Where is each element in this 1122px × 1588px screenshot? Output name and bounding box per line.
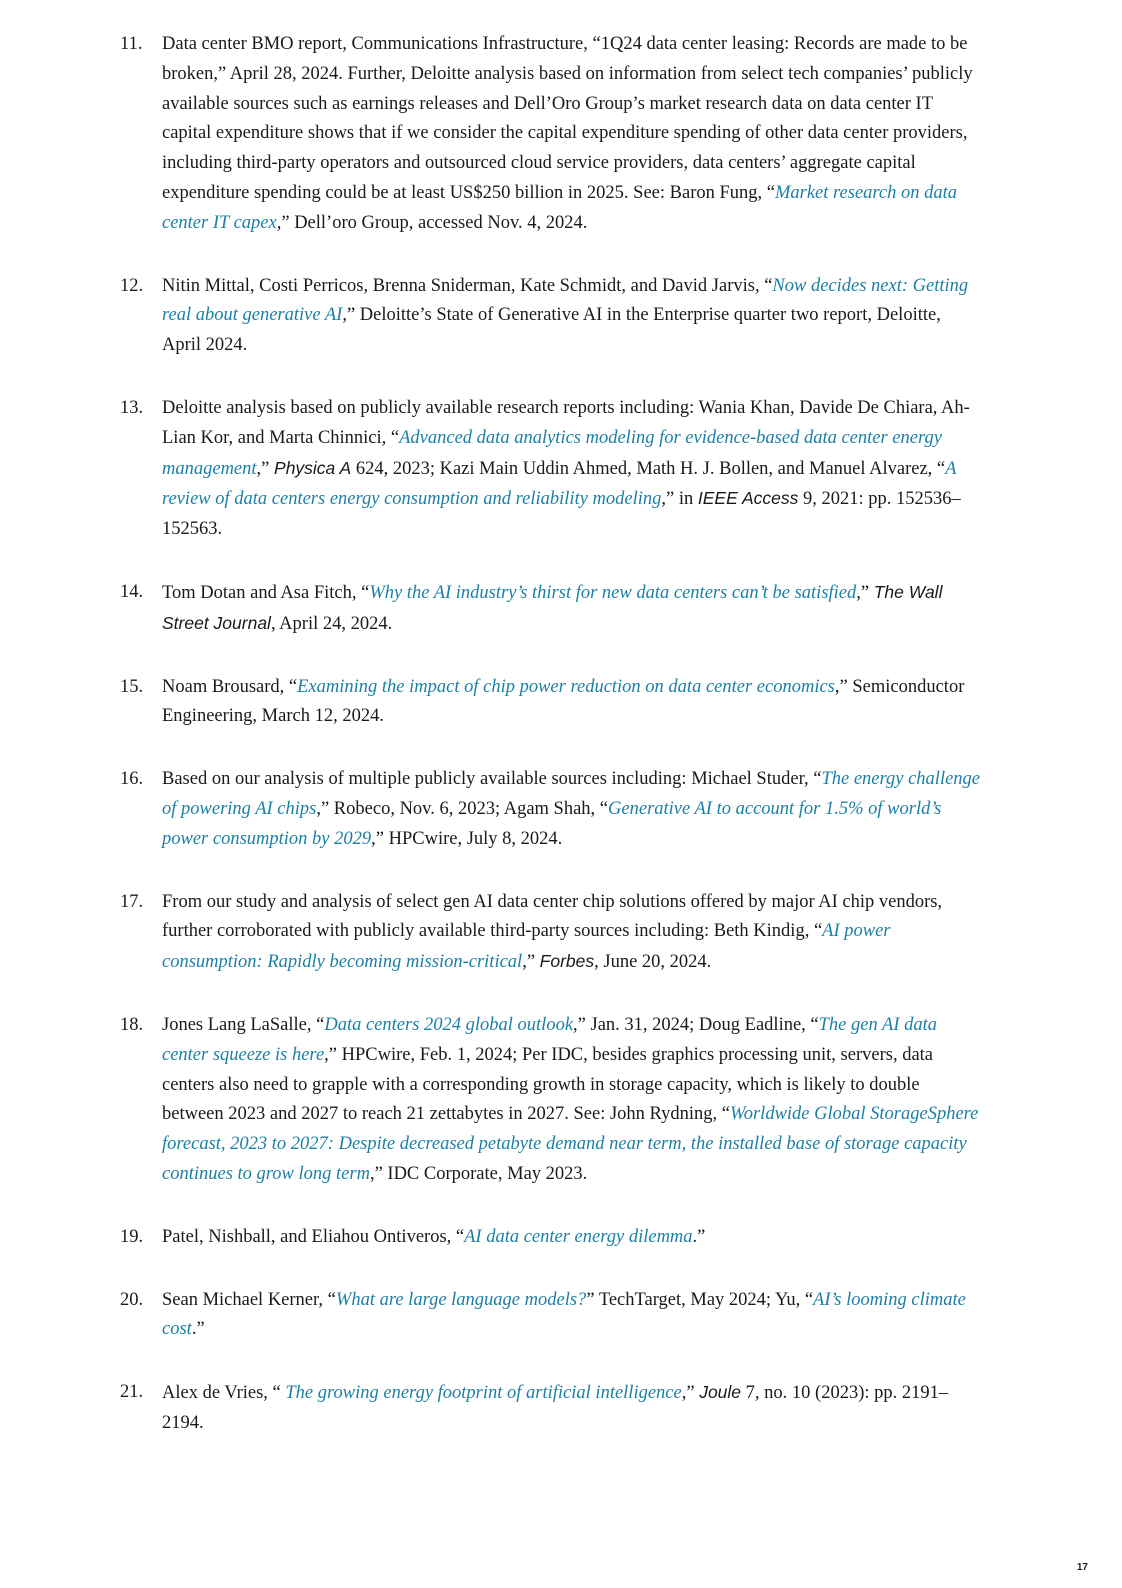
- endnote-text: Deloitte analysis based on publicly available research reports including: Wania Khan, Davide De Chiara, Ah-Lian Kor, and Marta Chinnici, “Advanced data analytics modeling for evidence-based data center energy management,” Physica A 624, 2023; Kazi Main Uddin Ahmed, Math H. J. Bollen, and Manuel Alvarez, “A review of data centers energy consumption and reliability modeling,” in IEEE Access 9, 2021: pp. 152536–152563.: [162, 397, 970, 540]
- endnote-number: 17.: [120, 891, 144, 912]
- endnote-14: [120, 578, 980, 640]
- citation-link[interactable]: Advanced data analytics modeling for evidence-based data center energy management: [162, 427, 942, 479]
- endnote-15: [120, 673, 980, 733]
- publication-title: Joule: [699, 1382, 742, 1403]
- endnote-text: Noam Brousard, “Examining the impact of chip power reduction on data center economics,” Semiconductor Engineering, March 12, 2024.: [162, 676, 965, 727]
- endnote-17: [120, 888, 980, 978]
- citation-link[interactable]: Why the AI industry’s thirst for new data centers can’t be satisfied: [369, 582, 857, 603]
- endnote-number: 13.: [120, 397, 144, 418]
- endnote-text: Nitin Mittal, Costi Perricos, Brenna Sniderman, Kate Schmidt, and David Jarvis, “Now decides next: Getting real about generative AI,” Deloitte’s State of Generative AI in the Enterprise quarter two report, Deloitte, April 2024.: [162, 275, 969, 356]
- citation-link[interactable]: A review of data centers energy consumption and reliability modeling: [162, 458, 957, 510]
- endnote-number: 11.: [120, 34, 143, 54]
- publication-title: Physica A: [274, 457, 352, 478]
- citation-link[interactable]: Worldwide Global StorageSphere forecast, 2023 to 2027: Despite decreased petabyte demand near term, the installed base of storage capacity continues to grow long term: [162, 1104, 979, 1184]
- citation-link[interactable]: The gen AI data center squeeze is here: [162, 1014, 937, 1065]
- endnote-12: [120, 272, 980, 361]
- endnote-16: [120, 765, 980, 854]
- endnote-text: Sean Michael Kerner, “What are large language models?” TechTarget, May 2024; Yu, “AI’s looming climate cost.”: [162, 1289, 966, 1340]
- endnote-11: [120, 30, 980, 239]
- endnote-number: 16.: [120, 769, 144, 790]
- endnote-number: 21.: [120, 1382, 144, 1403]
- citation-link[interactable]: Examining the impact of chip power reduction on data center economics: [297, 676, 835, 697]
- citation-link[interactable]: Now decides next: Getting real about generative AI: [162, 275, 969, 326]
- endnote-21: [120, 1378, 980, 1439]
- endnote-20: [120, 1286, 980, 1346]
- endnote-text: Based on our analysis of multiple publicly available sources including: Michael Studer, “The energy challenge of powering AI chips,” Robeco, Nov. 6, 2023; Agam Shah, “Generative AI to account for 1.5% of world’s power consumption by 2029,” HPCwire, July 8, 2024.: [162, 769, 981, 849]
- citation-link[interactable]: AI data center energy dilemma: [464, 1226, 693, 1247]
- citation-link[interactable]: Generative AI to account for 1.5% of world’s power consumption by 2029: [162, 798, 942, 849]
- endnotes-list: [120, 30, 980, 1472]
- endnote-18: [120, 1011, 980, 1190]
- endnote-number: 19.: [120, 1226, 144, 1247]
- citation-link[interactable]: What are large language models?: [335, 1289, 587, 1310]
- page-number: 17: [1076, 1562, 1088, 1573]
- endnote-number: 20.: [120, 1289, 144, 1310]
- endnote-text: Alex de Vries, “ The growing energy footprint of artificial intelligence,” Joule 7, no. 10 (2023): pp. 2191–2194.: [162, 1382, 949, 1433]
- endnote-number: 18.: [120, 1014, 144, 1035]
- endnote-number: 15.: [120, 676, 144, 697]
- endnote-number: 14.: [120, 581, 144, 602]
- publication-title: Forbes: [539, 951, 595, 972]
- endnote-13: [120, 394, 980, 545]
- citation-link[interactable]: AI power consumption: Rapidly becoming mission-critical: [162, 921, 891, 973]
- publication-title: IEEE Access: [697, 488, 799, 509]
- citation-link[interactable]: Market research on data center IT capex: [162, 182, 958, 233]
- citation-link[interactable]: Data centers 2024 global outlook: [324, 1014, 574, 1035]
- publication-title: The Wall Street Journal: [162, 581, 943, 633]
- endnote-text: Data center BMO report, Communications Infrastructure, “1Q24 data center leasing: Records are made to be broken,” April 28, 2024. Further, Deloitte analysis based on information from select tech companies’ publicly available sources such as earnings releases and Dell’Oro Group’s market research data on data center IT capital expenditure shows that if we consider the capital expenditure spending of other data center providers, including third-party operators and outsourced cloud service providers, data centers’ aggregate capital expenditure spending could be at least US$250 billion in 2025. See: Baron Fung, “Market research on data center IT capex,” Dell’oro Group, accessed Nov. 4, 2024.: [162, 34, 973, 233]
- endnote-text: Patel, Nishball, and Eliahou Ontiveros, “AI data center energy dilemma.”: [162, 1226, 706, 1247]
- citation-link[interactable]: The energy challenge of powering AI chips: [162, 769, 981, 819]
- citation-link[interactable]: The growing energy footprint of artificial intelligence: [285, 1383, 682, 1404]
- endnote-19: [120, 1223, 980, 1253]
- endnote-number: 12.: [120, 275, 144, 296]
- endnote-text: From our study and analysis of select gen AI data center chip solutions offered by major AI chip vendors, further corroborated with publicly available third-party sources including: Beth Kindig, “AI power consumption: Rapidly becoming mission-critical,” Forbes, June 20, 2024.: [162, 891, 943, 973]
- citation-link[interactable]: AI’s looming climate cost: [162, 1289, 966, 1340]
- endnote-text: Tom Dotan and Asa Fitch, “Why the AI industry’s thirst for new data centers can’t be satisfied,” The Wall Street Journal, April 24, 2024.: [162, 581, 943, 634]
- endnote-text: Jones Lang LaSalle, “Data centers 2024 global outlook,” Jan. 31, 2024; Doug Eadline, “The gen AI data center squeeze is here,” HPCwire, Feb. 1, 2024; Per IDC, besides graphics processing unit, servers, data centers also need to grapple with a corresponding growth in storage capacity, which is likely to double between 2023 and 2027 to reach 21 zettabytes in 2027. See: John Rydning, “Worldwide Global StorageSphere forecast, 2023 to 2027: Despite decreased petabyte demand near term, the installed base of storage capacity continues to grow long term,” IDC Corporate, May 2023.: [162, 1014, 979, 1184]
